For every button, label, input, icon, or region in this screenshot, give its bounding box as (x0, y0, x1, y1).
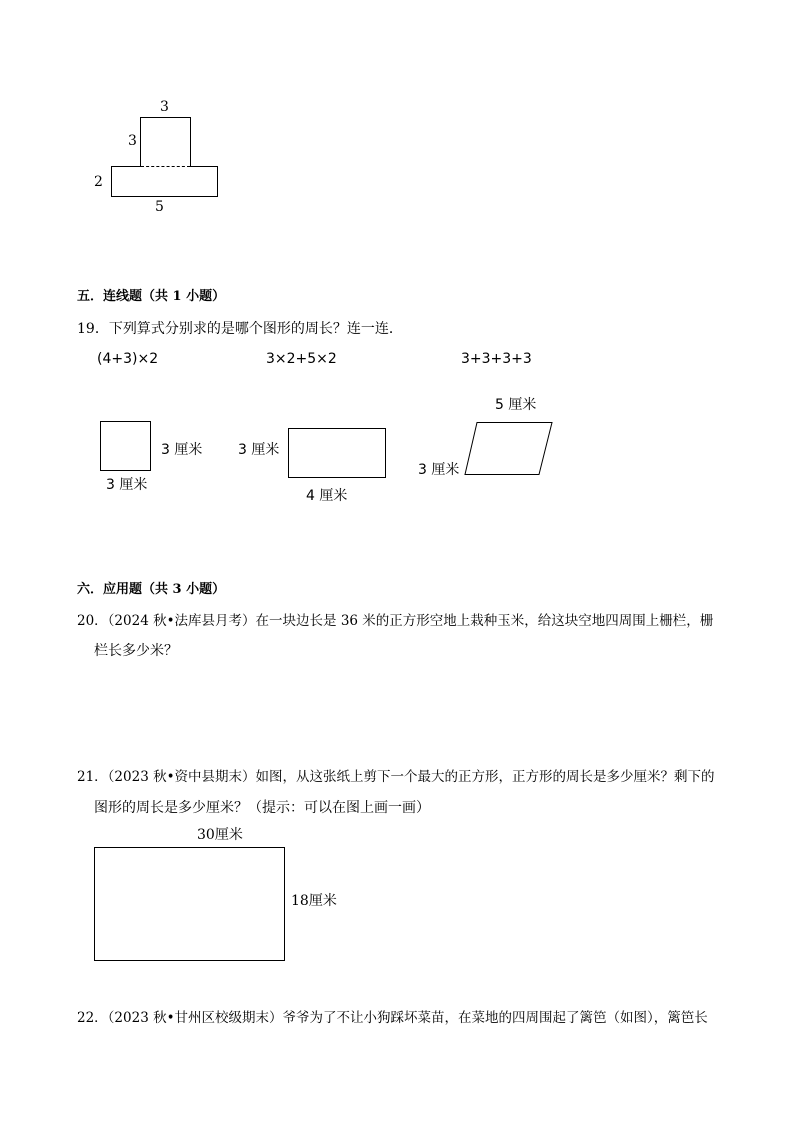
paper-rectangle (94, 847, 285, 961)
paper-width-label: 30厘米 (197, 827, 243, 843)
t-shape-bottom-label: 5 (155, 199, 164, 215)
t-shape-edge-left (111, 166, 141, 167)
question-20-line-1: 20．（2024 秋•法库县月考）在一块边长是 36 米的正方形空地上栽种玉米，给这块空地四周围上栅栏，栅 (77, 613, 714, 629)
parallelogram-shape (464, 422, 554, 476)
parallelogram-left-label: 3 厘米 (418, 462, 460, 478)
t-shape-dashed-line (141, 166, 190, 167)
formula-3: 3+3+3+3 (461, 351, 532, 367)
formula-1: (4+3)×2 (97, 351, 159, 367)
question-22-line-1: 22．（2023 秋•甘州区校级期末）爷爷为了不让小狗踩坏菜苗，在菜地的四周围起了篱笆（如图），篱笆长 (77, 1010, 708, 1026)
t-shape-top-square (140, 117, 191, 167)
section-5-title: 五．连线题（共 1 小题） (77, 289, 226, 304)
t-shape-top-label: 3 (160, 99, 169, 115)
t-shape-bottom-rect (111, 166, 218, 197)
parallelogram-top-label: 5 厘米 (495, 397, 537, 413)
square-bottom-label: 3 厘米 (106, 477, 148, 493)
question-21-line-2: 图形的周长是多少厘米？（提示：可以在图上画一画） (94, 800, 430, 816)
rectangle-bottom-label: 4 厘米 (306, 488, 348, 504)
t-shape-left-top-label: 3 (128, 133, 137, 149)
t-shape-edge-right (190, 166, 218, 167)
rectangle-left-label: 3 厘米 (238, 442, 280, 458)
formula-2: 3×2+5×2 (266, 351, 337, 367)
paper-height-label: 18厘米 (291, 893, 337, 909)
section-6-title: 六．应用题（共 3 小题） (77, 582, 226, 597)
t-shape-left-bottom-label: 2 (94, 174, 103, 190)
rectangle-shape (288, 428, 386, 478)
question-20-line-2: 栏长多少米？ (94, 643, 178, 659)
question-21-line-1: 21．（2023 秋•资中县期末）如图，从这张纸上剪下一个最大的正方形，正方形的周长是多少厘米？剩下的 (77, 769, 715, 785)
square-shape (100, 421, 151, 471)
square-right-label: 3 厘米 (161, 442, 203, 458)
question-19-text: 19．下列算式分别求的是哪个图形的周长？连一连． (77, 321, 403, 337)
